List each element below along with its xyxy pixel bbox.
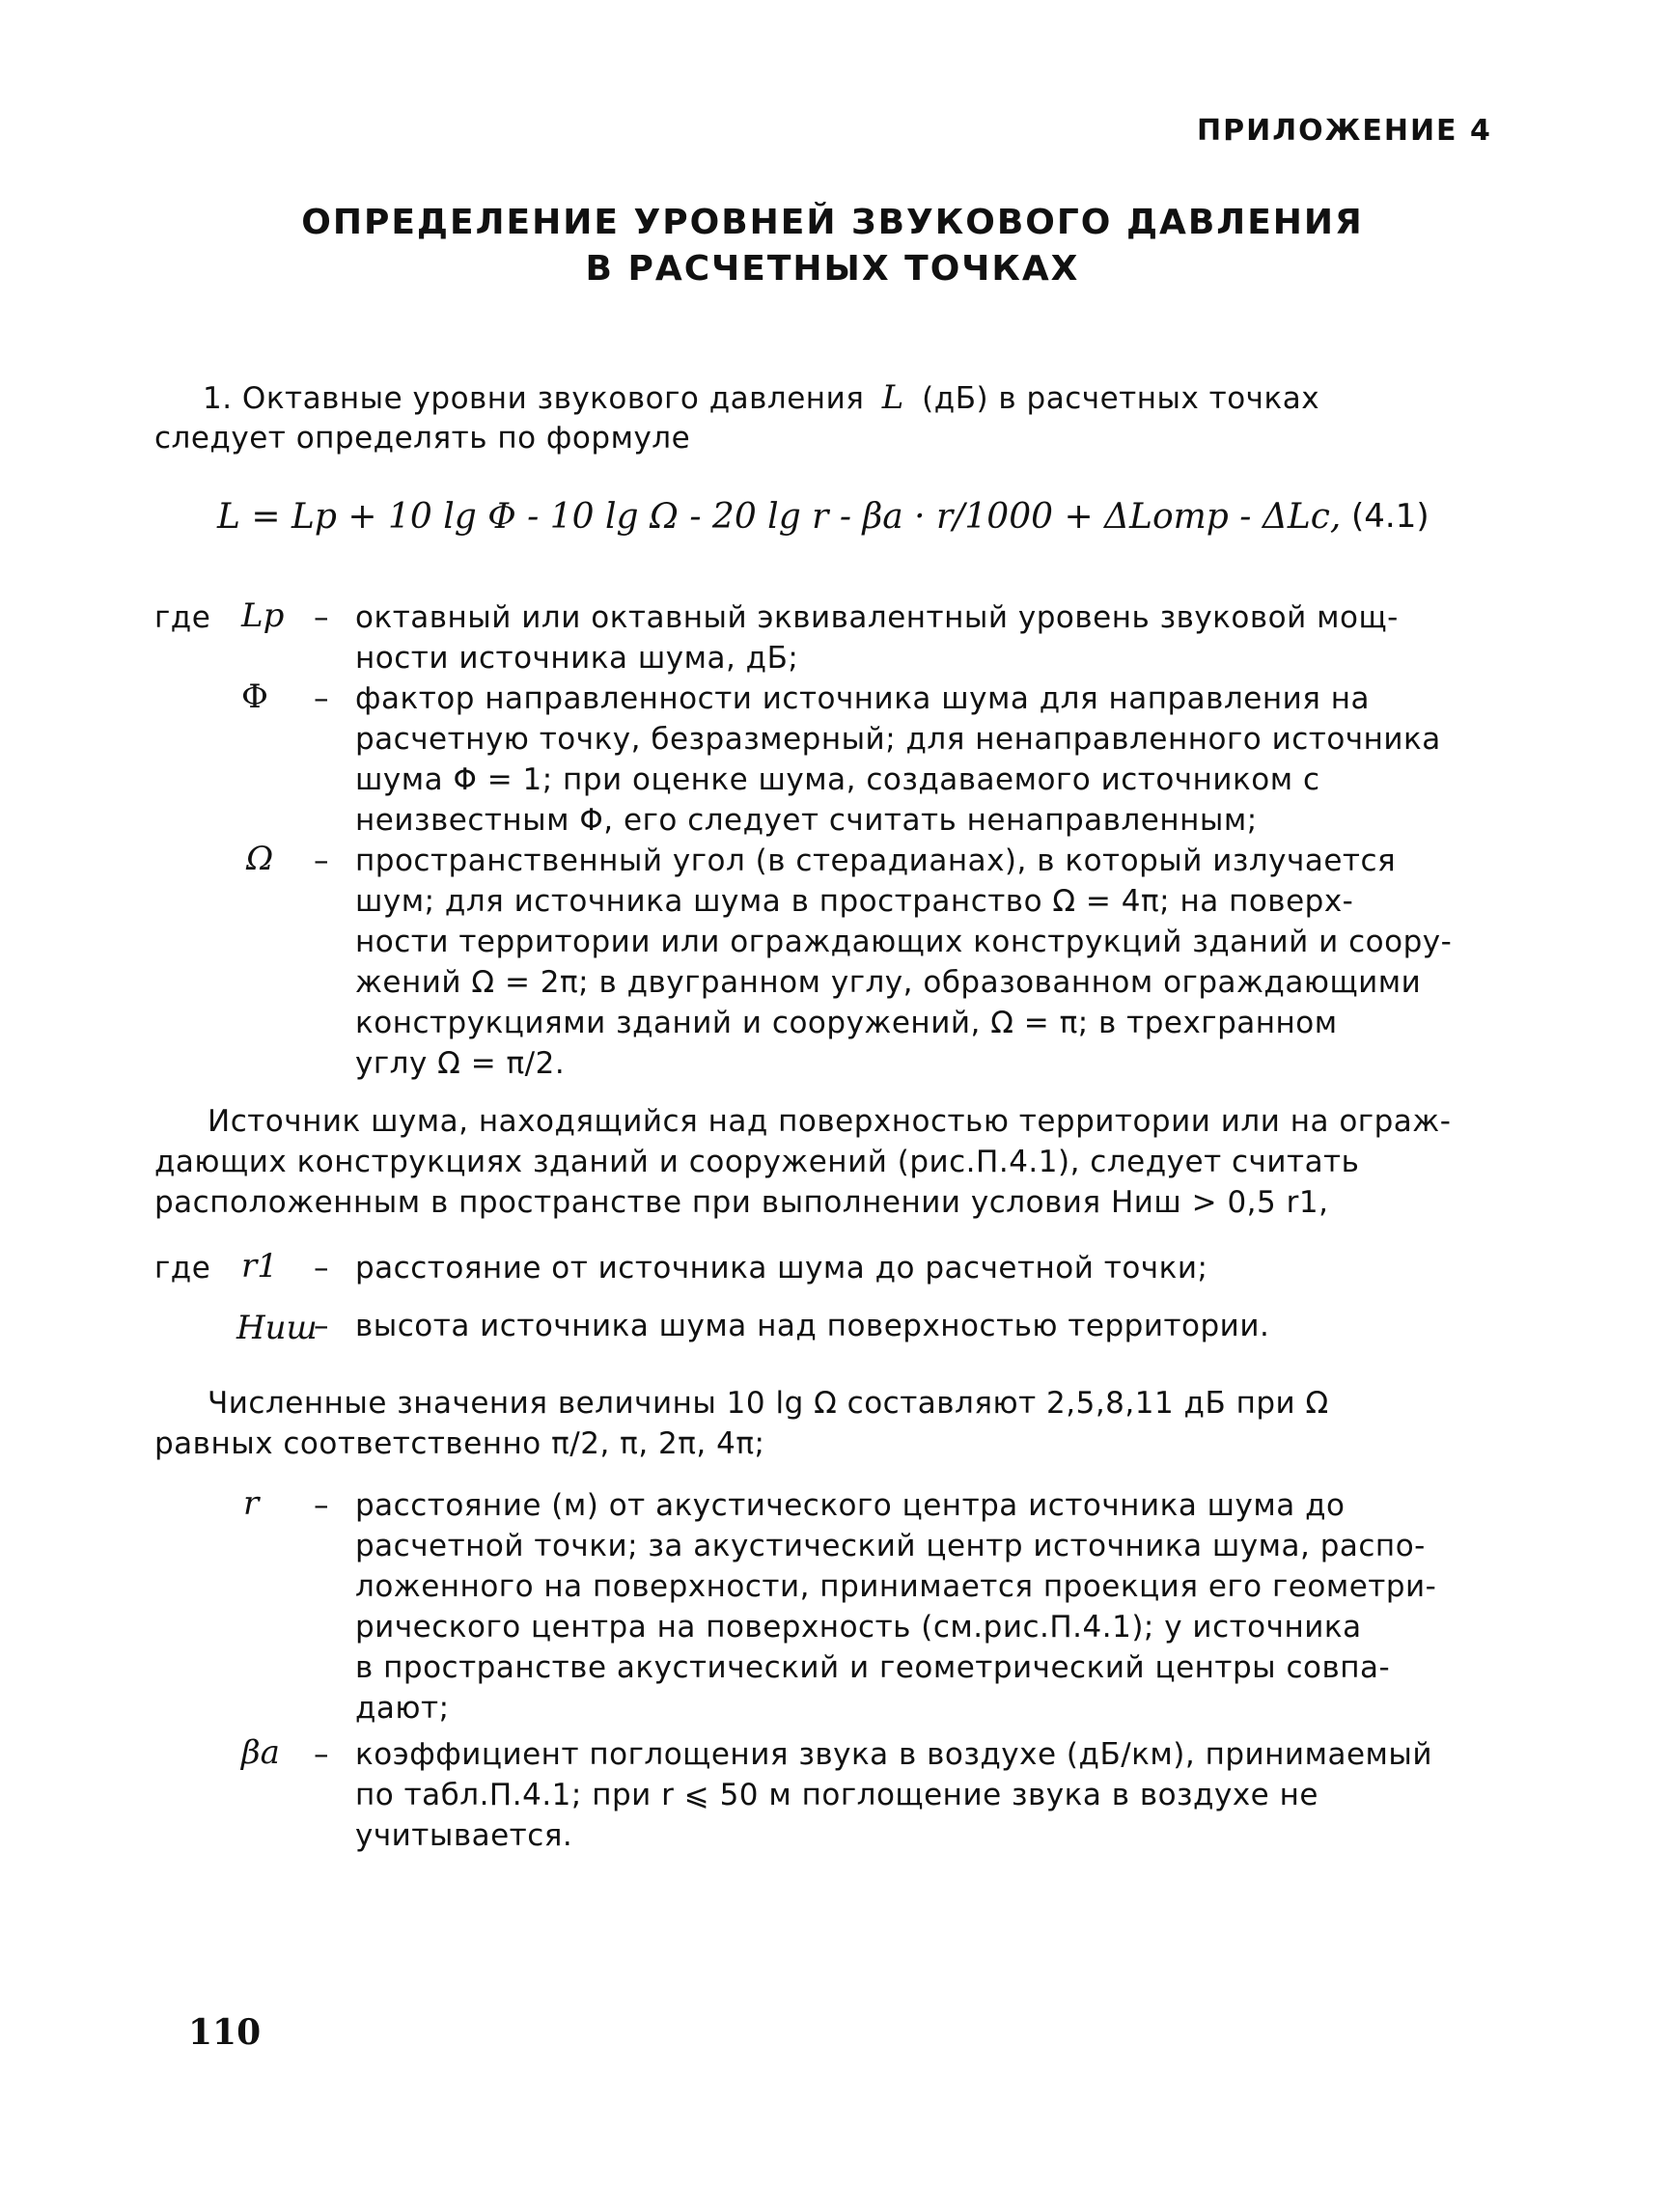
symbol-r: r	[243, 1484, 260, 1523]
source-par-line-1: Источник шума, находящийся над поверхностью территории или на ограж-	[208, 1104, 1452, 1139]
def-lp-line-1: октавный или октавный эквивалентный уровень звуковой мощ-	[355, 600, 1399, 635]
dash: –	[314, 1488, 329, 1523]
symbol-phi: Φ	[241, 677, 268, 716]
def-omega-line-5: конструкциями зданий и сооружений, Ω = π; в трехгранном	[355, 1006, 1338, 1040]
def-r-line-4: рического центра на поверхность (см.рис.П.4.1); у источника	[355, 1610, 1362, 1645]
def-lp-line-2: ности источника шума, дБ;	[355, 641, 799, 676]
numeric-par-line-2: равных соответственно π/2, π, 2π, 4π;	[154, 1426, 765, 1461]
def-phi-line-4: неизвестным Φ, его следует считать ненаправленным;	[355, 803, 1258, 838]
def-r-line-1: расстояние (м) от акустического центра источника шума до	[355, 1488, 1346, 1523]
page-title-line-1: ОПРЕДЕЛЕНИЕ УРОВНЕЙ ЗВУКОВОГО ДАВЛЕНИЯ	[301, 203, 1364, 242]
appendix-label: ПРИЛОЖЕНИЕ 4	[1197, 114, 1492, 148]
def-r1: расстояние от источника шума до расчетной точки;	[355, 1251, 1208, 1286]
dash: –	[314, 1737, 329, 1772]
where-label-2: где	[154, 1251, 211, 1286]
def-r-line-2: расчетной точки; за акустический центр источника шума, распо-	[355, 1529, 1426, 1563]
def-beta-line-3: учитывается.	[355, 1818, 573, 1853]
def-phi-line-2: расчетную точку, безразмерный; для ненаправленного источника	[355, 722, 1441, 757]
def-omega-line-3: ности территории или ограждающих конструкций зданий и соору-	[355, 925, 1453, 959]
equation-number: (4.1)	[1351, 497, 1429, 536]
symbol-h: Hиш	[236, 1309, 318, 1347]
intro-line-1	[203, 378, 1319, 417]
intro-text-b: (дБ) в расчетных точках	[922, 381, 1320, 416]
source-par-line-3: расположенным в пространстве при выполнении условия Hиш > 0,5 r1,	[154, 1185, 1329, 1220]
def-omega-line-4: жений Ω = 2π; в двугранном углу, образованном ограждающими	[355, 965, 1422, 1000]
def-omega-line-6: углу Ω = π/2.	[355, 1046, 566, 1081]
intro-line-2: следует определять по формуле	[154, 421, 691, 456]
symbol-omega: Ω	[246, 840, 274, 878]
def-r-line-6: дают;	[355, 1691, 450, 1726]
dash: –	[314, 1251, 329, 1286]
page-title-line-2: В РАСЧЕТНЫХ ТОЧКАХ	[585, 249, 1080, 289]
def-h: высота источника шума над поверхностью территории.	[355, 1309, 1270, 1343]
def-r-line-3: ложенного на поверхности, принимается проекция его геометри-	[355, 1569, 1437, 1604]
dash: –	[314, 600, 329, 635]
def-r-line-5: в пространстве акустический и геометрический центры совпа-	[355, 1650, 1391, 1685]
def-beta-line-1: коэффициент поглощения звука в воздухе (дБ/км), принимаемый	[355, 1737, 1433, 1772]
intro-text-a: 1. Октавные уровни звукового давления	[203, 381, 865, 416]
symbol-beta: βa	[241, 1733, 280, 1772]
def-phi-line-1: фактор направленности источника шума для направления на	[355, 681, 1371, 716]
source-par-line-2: дающих конструкциях зданий и сооружений (рис.П.4.1), следует считать	[154, 1145, 1360, 1179]
def-omega-line-1: пространственный угол (в стерадианах), в который излучается	[355, 843, 1397, 878]
formula-4-1: L = Lp + 10 lg Φ - 10 lg Ω - 20 lg r - βa · r/1000 + ΔLотр - ΔLс,	[217, 497, 1342, 537]
dash: –	[314, 843, 329, 878]
numeric-par-line-1: Численные значения величины 10 lg Ω составляют 2,5,8,11 дБ при Ω	[208, 1386, 1329, 1421]
intro-symbol-l: L	[881, 378, 904, 417]
where-label: где	[154, 600, 211, 635]
symbol-lp: Lp	[241, 596, 285, 635]
dash: –	[314, 1309, 329, 1343]
def-omega-line-2: шум; для источника шума в пространство Ω = 4π; на поверх-	[355, 884, 1354, 919]
def-beta-line-2: по табл.П.4.1; при r ⩽ 50 м поглощение звука в воздухе не	[355, 1778, 1318, 1812]
symbol-r1: r1	[241, 1247, 278, 1286]
dash: –	[314, 681, 329, 716]
page-number: 110	[188, 2012, 262, 2053]
def-phi-line-3: шума Φ = 1; при оценке шума, создаваемого источником с	[355, 762, 1320, 797]
